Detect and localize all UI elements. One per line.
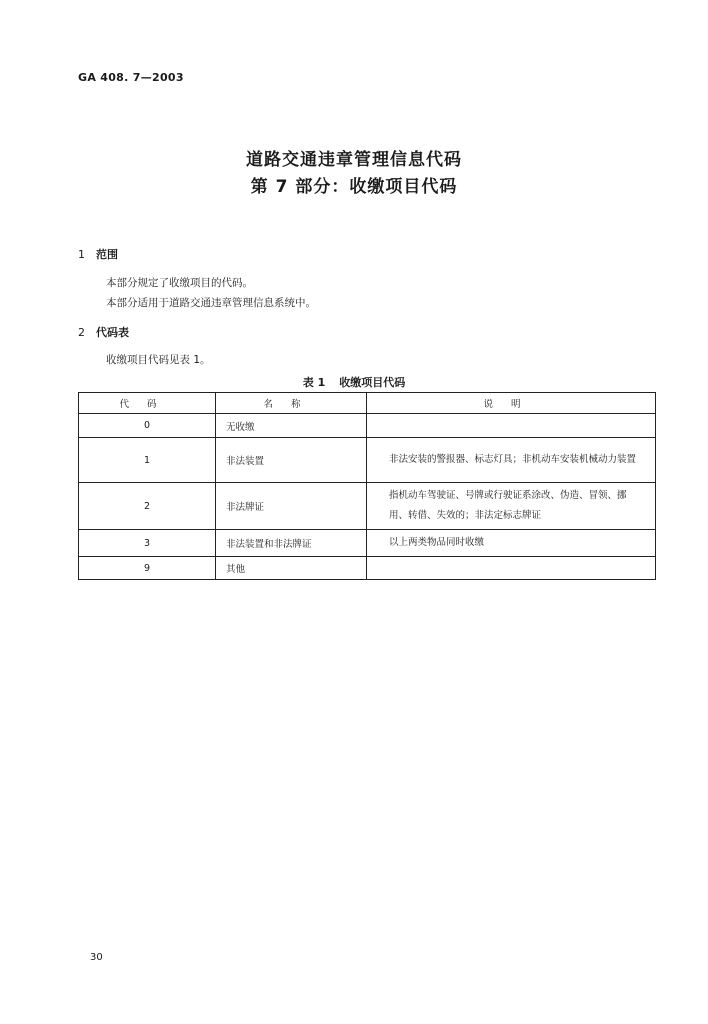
- cell-desc: 指机动车驾驶证、号牌或行驶证系涂改、伪造、冒领、挪用、转借、失效的；非法定标志牌证: [367, 483, 656, 530]
- section-2-title: 代码表: [96, 326, 129, 339]
- table-caption: [0, 374, 708, 390]
- section-1-paragraph-2: 本部分适用于道路交通违章管理信息系统中。: [106, 297, 316, 309]
- cell-name: 其他: [216, 557, 367, 580]
- cell-name: 非法装置: [216, 438, 367, 483]
- cell-desc: 非法安装的警报器、标志灯具；非机动车安装机械动力装置: [367, 438, 656, 483]
- table-row: [79, 414, 656, 438]
- section-1-number: 1: [78, 248, 85, 261]
- standard-code: GA 408. 7—2003: [78, 71, 184, 84]
- table-caption-title: 收缴项目代码: [339, 376, 406, 389]
- table-row: [79, 530, 656, 557]
- column-header-name: 名称: [216, 393, 367, 414]
- cell-code: 2: [79, 483, 216, 530]
- page-number: 30: [90, 952, 103, 963]
- cell-name: 非法装置和非法牌证: [216, 530, 367, 557]
- cell-name: 非法牌证: [216, 483, 367, 530]
- column-header-desc: 说明: [367, 393, 656, 414]
- code-table: [78, 392, 656, 580]
- table-row: [79, 483, 656, 530]
- table-caption-label: 表 1: [302, 376, 326, 389]
- section-2-number: 2: [78, 326, 85, 339]
- document-title-line2: 第 7 部分：收缴项目代码: [250, 177, 458, 197]
- section-1-heading: [78, 246, 118, 262]
- table-row: [79, 557, 656, 580]
- cell-name: 无收缴: [216, 414, 367, 438]
- cell-desc: 以上两类物品同时收缴: [367, 530, 656, 557]
- cell-code: 9: [79, 557, 216, 580]
- section-1-paragraph-1: 本部分规定了收缴项目的代码。: [106, 277, 253, 289]
- document-title-line1: 道路交通违章管理信息代码: [246, 150, 462, 170]
- cell-code: 1: [79, 438, 216, 483]
- section-2-paragraph-1: 收缴项目代码见表 1。: [106, 354, 211, 366]
- cell-desc: [367, 414, 656, 438]
- cell-code: 0: [79, 414, 216, 438]
- cell-code: 3: [79, 530, 216, 557]
- cell-desc: [367, 557, 656, 580]
- section-2-heading: [78, 324, 129, 340]
- section-1-title: 范围: [96, 248, 118, 261]
- column-header-code: 代码: [79, 393, 216, 414]
- table-row: [79, 438, 656, 483]
- table-header-row: [79, 393, 656, 414]
